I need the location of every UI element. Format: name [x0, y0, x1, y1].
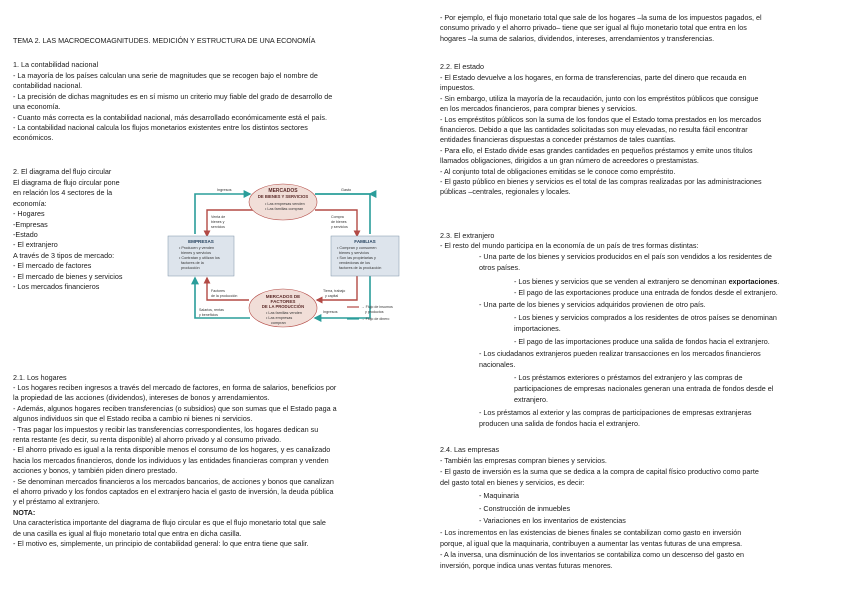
label-salarios: Salarios, rentas — [199, 308, 224, 312]
section-body-diagrama — [13, 178, 122, 292]
text-line: - Los préstamos al exterior y las compras de participaciones de empresas extranjeras — [479, 408, 752, 417]
label-factores: de la producción — [211, 294, 238, 298]
factor-market-title: DE LA PRODUCCIÓN — [261, 304, 305, 309]
firms-item: factores de la — [181, 261, 204, 265]
factor-market-title: FACTORES — [270, 299, 296, 304]
text-line: acciones y bonos, y también piden dinero prestado. — [13, 466, 178, 476]
goods-market-item: • Las empresas venden — [265, 202, 305, 206]
text-line: - El extranjero — [13, 240, 58, 250]
text-line: - El mercado de bienes y servicios — [13, 271, 123, 281]
legend-goods-label: → Flujo de insumos — [361, 305, 393, 309]
text-line: - La precisión de dichas magnitudes es en sí mismo un criterio muy fiable del grado de desarrollo de — [13, 91, 333, 101]
households-item: factores de la producción — [339, 266, 382, 270]
text-line: extranjero. — [514, 395, 548, 404]
firms-item: • Contratan y utilizan los — [179, 256, 220, 260]
text-line: - El motivo es, simplemente, un principio de contabilidad general: lo que entra tiene que salir. — [13, 539, 309, 549]
text-line: - Los incrementos en las existencias de bienes finales se contabilizan como gasto en inversión — [440, 528, 742, 537]
text-line: Una característica importante del diagrama de flujo circular es que el flujo monetario total que sale — [13, 518, 326, 528]
text-line: economía: — [13, 198, 47, 208]
text-line: - El pago de las importaciones produce una salida de fondos hacia el extranjero. — [514, 337, 770, 346]
text-line: hogares –la suma de salarios, dividendos, intereses, arrendamientos y transferencias. — [440, 33, 715, 43]
text-line: - El pago de las exportaciones produce una entrada de fondos desde el extranjero. — [514, 288, 778, 297]
list-item: - Maquinaria — [479, 491, 519, 500]
text-line: producen una salida de fondos hacia el extranjero. — [479, 419, 641, 428]
text-line: - La mayoría de los países calculan una serie de magnitudes que se recogen bajo el nombre de — [13, 71, 318, 80]
text-line: - Una parte de los bienes y servicios adquiridos provienen de otro país. — [479, 300, 706, 309]
text-line: hacia los mercados financieros, donde los individuos y las entidades financieras compran y venden — [13, 455, 329, 465]
label-ingresos-top: Ingresos — [217, 188, 232, 192]
households-item: vendedoras de los — [339, 261, 371, 265]
section-body-hogares — [13, 383, 337, 550]
factor-market-item: compran — [271, 321, 286, 325]
section-heading-contabilidad: 1. La contabilidad nacional — [13, 60, 99, 69]
text-line: - El ahorro privado es igual a la renta disponible menos el consumo de los hogares, y es canalizado — [13, 445, 331, 455]
section-heading-hogares: 2.1. Los hogares — [13, 373, 67, 382]
text-line: entidades financieras dispuestas a conceder préstamos de tales cuantías. — [440, 135, 676, 145]
text-line: El diagrama de flujo circular pone — [13, 178, 120, 187]
label-tierra: y capital — [325, 294, 339, 298]
text-line: renta restante (es decir, su renta disponible) al ahorro privado y al consumo privado. — [13, 435, 282, 445]
text-line: - A la inversa, una disminución de los inventarios se contabiliza como un descenso del gasto en — [440, 550, 745, 559]
intro-paragraph — [440, 13, 762, 44]
goods-market-item: • Las familias compran — [265, 207, 304, 211]
section-heading-diagrama: 2. El diagrama del flujo circular — [13, 167, 112, 176]
text-line: - Los hogares reciben ingresos a través del mercado de factores, en forma de salarios, beneficios por — [13, 383, 337, 392]
text-line: - Cuanto más correcta es la contabilidad nacional, más desarrollado económicamente está el país. — [13, 112, 328, 122]
text-line: - El mercado de factores — [13, 261, 92, 271]
text-line: - Los mercados financieros — [13, 282, 100, 292]
label-tierra: Tierra, trabajo — [323, 289, 346, 293]
text-line: algunos individuos sin que el Estado reciba a cambio ni bienes ni servicios. — [13, 414, 253, 424]
text-line: públicas –centrales, regionales y locales. — [440, 187, 571, 197]
text-line: - Tras pagar los impuestos y recibir las transferencias correspondientes, los hogares dedican su — [13, 424, 319, 434]
factor-market-item: • Las empresas — [266, 316, 293, 320]
text-line: - Por ejemplo, el flujo monetario total que sale de los hogares –la suma de los impuestos pagados, el — [440, 13, 762, 22]
circular-flow-diagram — [165, 180, 403, 332]
text-line: consumo privado y el ahorro privado– tiene que ser igual al flujo monetario total que entra en los — [440, 23, 747, 33]
text-line: del gasto total en bienes y servicios, es decir: — [440, 478, 585, 487]
households-item: bienes y servicios — [339, 251, 369, 255]
text-line: - Al conjunto total de obligaciones emitidas se le conoce como empréstito. — [440, 166, 676, 176]
text-line: - Hogares — [13, 209, 45, 219]
text-line: el ahorro privado y los fondos captados en el extranjero hacia el gasto de inversión, la deuda pública — [13, 487, 334, 497]
text-line: de una casilla es igual al flujo monetario total que entra en dicha casilla. — [13, 528, 242, 538]
list-item: - Variaciones en los inventarios de existencias — [479, 516, 626, 525]
text-line: importaciones. — [514, 324, 561, 333]
text-line: una economía. — [13, 102, 61, 112]
label-compra: y servicios — [331, 225, 348, 229]
label-compra: Compra — [331, 215, 344, 219]
label-factores: Factores — [211, 289, 225, 293]
firms-item: • Producen y venden — [179, 246, 215, 250]
text-line: - Los ciudadanos extranjeros pueden realizar transacciones en los mercados financieros — [479, 349, 761, 358]
section-heading-empresas: 2.4. Las empresas — [440, 445, 500, 454]
text-line: en relación los 4 sectores de la — [13, 188, 113, 198]
list-item: - Construcción de inmuebles — [479, 504, 571, 513]
text-line: inversión, porque indica unas ventas futuras menores. — [440, 561, 613, 570]
legend-money-label: → Flujo de dinero — [361, 317, 390, 321]
label-salarios: y beneficios — [199, 313, 218, 317]
factor-market-title: MERCADOS DE — [265, 294, 301, 299]
text-line: - El Estado devuelve a los hogares, en forma de transferencias, parte del dinero que recauda en — [440, 73, 747, 82]
text-line: - También las empresas compran bienes y servicios. — [440, 456, 607, 465]
money-flow-arrow — [195, 278, 250, 318]
label-gasto: Gasto — [341, 188, 352, 192]
text-line: - Se denominan mercados financieros a los mercados bancarios, de acciones y bonos que canalizan — [13, 476, 334, 486]
firms-item: producción — [181, 266, 200, 270]
text-line: y el préstamo al extranjero. — [13, 497, 100, 507]
text-line: - Una parte de los bienes y servicios producidos en el país son vendidos a los residentes de — [479, 252, 772, 261]
note-label: NOTA: — [13, 507, 36, 517]
text-line: financieros. Debido a que las cantidades solicitadas son muy elevadas, no resulta fácil encontrar — [440, 125, 748, 135]
factor-market-item: • Las familias venden — [266, 311, 302, 315]
text-line: la propiedad de las acciones (dividendos), intereses de bonos y arrendamientos. — [13, 393, 270, 403]
section-body-contabilidad — [13, 71, 332, 144]
term-exportaciones: exportaciones — [728, 277, 778, 286]
text-line: llamados obligaciones, dirigidos a un gran número de acreedores o prestamistas. — [440, 156, 699, 166]
households-title: FAMILIAS — [354, 239, 376, 244]
label-venta: servicios — [211, 225, 225, 229]
text-fragment: - Los bienes y servicios que se venden al extranjero se denominan — [514, 277, 729, 286]
households-item: • Compran y consumen — [337, 246, 377, 250]
text-line: - Los empréstitos públicos son la suma de los fondos que el Estado toma prestados en los mercados — [440, 114, 762, 124]
text-line: - Para ello, el Estado divide esas grandes cantidades en pequeños préstamos y emite unos títulos — [440, 145, 753, 155]
goods-market-title: MERCADOS — [268, 188, 298, 194]
text-line: porque, al igual que la maquinaria, contribuyen a aumentar las ventas futuras de una empresa. — [440, 539, 743, 548]
text-line: otros países. — [479, 263, 521, 272]
text-line: -Empresas — [13, 219, 48, 229]
legend-goods-label: y productos — [365, 310, 384, 314]
firms-item: bienes y servicios — [181, 251, 211, 255]
label-ingresos-bottom: Ingresos — [323, 310, 338, 314]
households-item: • Son las propietarias y — [337, 256, 376, 260]
text-line: - El resto del mundo participa en la economía de un país de tres formas distintas: — [440, 241, 699, 250]
label-compra: de bienes — [331, 220, 347, 224]
text-line: - La contabilidad nacional calcula los flujos monetarios existentes entre los distintos sectores — [13, 123, 308, 133]
text-line: -Estado — [13, 230, 38, 240]
text-line: A través de 3 tipos de mercado: — [13, 250, 115, 260]
text-line: participaciones de empresas nacionales generan una entrada de fondos desde el — [514, 384, 774, 393]
firms-title: EMPRESAS — [188, 239, 214, 244]
label-venta: Venta de — [211, 215, 226, 219]
text-line: contabilidad nacional. — [13, 81, 83, 91]
page-title: TEMA 2. LAS MACROECOMAGNITUDES. MEDICIÓN Y ESTRUCTURA DE UNA ECONOMÍA — [13, 36, 316, 45]
text-line: impuestos. — [440, 83, 475, 93]
text-fragment: . — [777, 277, 780, 286]
text-line: - Sin embargo, utiliza la mayoría de la recaudación, junto con los empréstitos públicos que consigue — [440, 93, 759, 103]
goods-market-title: DE BIENES Y SERVICIOS — [257, 194, 309, 199]
text-line: nacionales. — [479, 360, 516, 369]
text-line: - Los bienes y servicios comprados a los residentes de otros países se denominan — [514, 313, 777, 322]
text-line: - Los préstamos exteriores o préstamos del extranjero y las compras de — [514, 373, 743, 382]
section-heading-estado: 2.2. El estado — [440, 62, 484, 71]
section-body-estado — [440, 73, 762, 198]
text-line: en los mercados financieros, para comprar bienes y servicios. — [440, 104, 637, 114]
label-venta: bienes y — [211, 220, 225, 224]
circular-flow-svg — [165, 180, 403, 332]
section-heading-extranjero: 2.3. El extranjero — [440, 231, 495, 240]
text-line: - Además, algunos hogares reciben transferencias (o subsidios) que son sumas que el Estado paga a — [13, 403, 337, 413]
text-line-exportaciones — [514, 277, 779, 287]
text-line: - El gasto de inversión es la suma que se dedica a la compra de capital físico productivo como parte — [440, 467, 759, 476]
text-line: - El gasto público en bienes y servicios es el total de las compras realizadas por las administraciones — [440, 177, 762, 187]
text-line: económicos. — [13, 133, 54, 143]
